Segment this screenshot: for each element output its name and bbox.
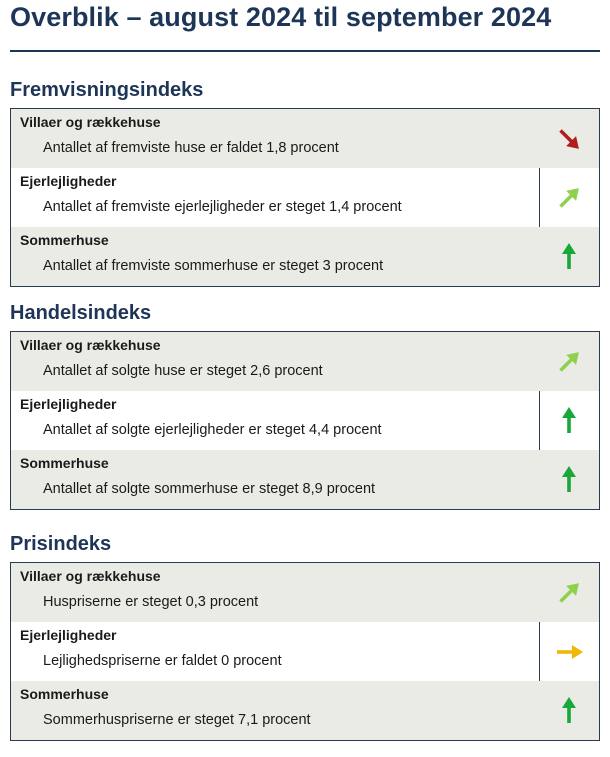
- section-title: Fremvisningsindeks: [10, 79, 204, 101]
- table-row: [11, 681, 599, 740]
- trend-cell: [539, 168, 599, 227]
- arrow-up-icon: [554, 404, 584, 438]
- arrow-up-right-icon: [554, 576, 584, 610]
- row-category: Ejerlejligheder: [20, 173, 117, 189]
- row-description: Antallet af solgte sommerhuse er steget 8,9 procent: [43, 481, 376, 497]
- section-handelsindeks: [10, 299, 600, 510]
- table-row: [11, 391, 599, 450]
- index-table: [10, 108, 600, 287]
- row-description: Antallet af solgte huse er steget 2,6 procent: [43, 363, 323, 379]
- trend-cell: [539, 563, 599, 622]
- trend-cell: [539, 109, 599, 168]
- index-table: [10, 331, 600, 510]
- trend-cell: [539, 227, 599, 286]
- row-category: Sommerhuse: [20, 686, 109, 702]
- arrow-up-icon: [554, 240, 584, 274]
- row-category: Villaer og rækkehuse: [20, 114, 161, 130]
- row-category: Villaer og rækkehuse: [20, 337, 161, 353]
- row-description: Sommerhuspriserne er steget 7,1 procent: [43, 712, 311, 728]
- trend-cell: [539, 622, 599, 681]
- section-title: Handelsindeks: [10, 302, 152, 324]
- table-row: [11, 622, 599, 681]
- row-description: Antallet af fremviste huse er faldet 1,8 procent: [43, 140, 339, 156]
- table-row: [11, 332, 599, 391]
- arrow-up-right-icon: [554, 181, 584, 215]
- arrow-right-icon: [554, 635, 584, 669]
- title-divider: [10, 50, 600, 52]
- trend-cell: [539, 450, 599, 509]
- trend-cell: [539, 391, 599, 450]
- table-row: [11, 168, 599, 227]
- section-title: Prisindeks: [10, 533, 112, 555]
- row-description: Antallet af solgte ejerlejligheder er steget 4,4 procent: [43, 422, 382, 438]
- section-prisindeks: [10, 530, 600, 741]
- trend-cell: [539, 332, 599, 391]
- row-category: Villaer og rækkehuse: [20, 568, 161, 584]
- row-description: Antallet af fremviste ejerlejligheder er steget 1,4 procent: [43, 199, 402, 215]
- row-category: Ejerlejligheder: [20, 396, 117, 412]
- table-row: [11, 227, 599, 286]
- arrow-up-icon: [554, 694, 584, 728]
- arrow-up-icon: [554, 463, 584, 497]
- row-category: Ejerlejligheder: [20, 627, 117, 643]
- arrow-down-right-icon: [554, 122, 584, 156]
- table-row: [11, 563, 599, 622]
- row-category: Sommerhuse: [20, 455, 109, 471]
- table-row: [11, 450, 599, 509]
- table-row: [11, 109, 599, 168]
- index-table: [10, 562, 600, 741]
- row-description: Lejlighedspriserne er faldet 0 procent: [43, 653, 282, 669]
- section-fremvisningsindeks: [10, 76, 600, 287]
- arrow-up-right-icon: [554, 345, 584, 379]
- page-title: Overblik – august 2024 til september 2024: [10, 2, 552, 32]
- row-description: Antallet af fremviste sommerhuse er steget 3 procent: [43, 258, 384, 274]
- row-category: Sommerhuse: [20, 232, 109, 248]
- trend-cell: [539, 681, 599, 740]
- row-description: Huspriserne er steget 0,3 procent: [43, 594, 259, 610]
